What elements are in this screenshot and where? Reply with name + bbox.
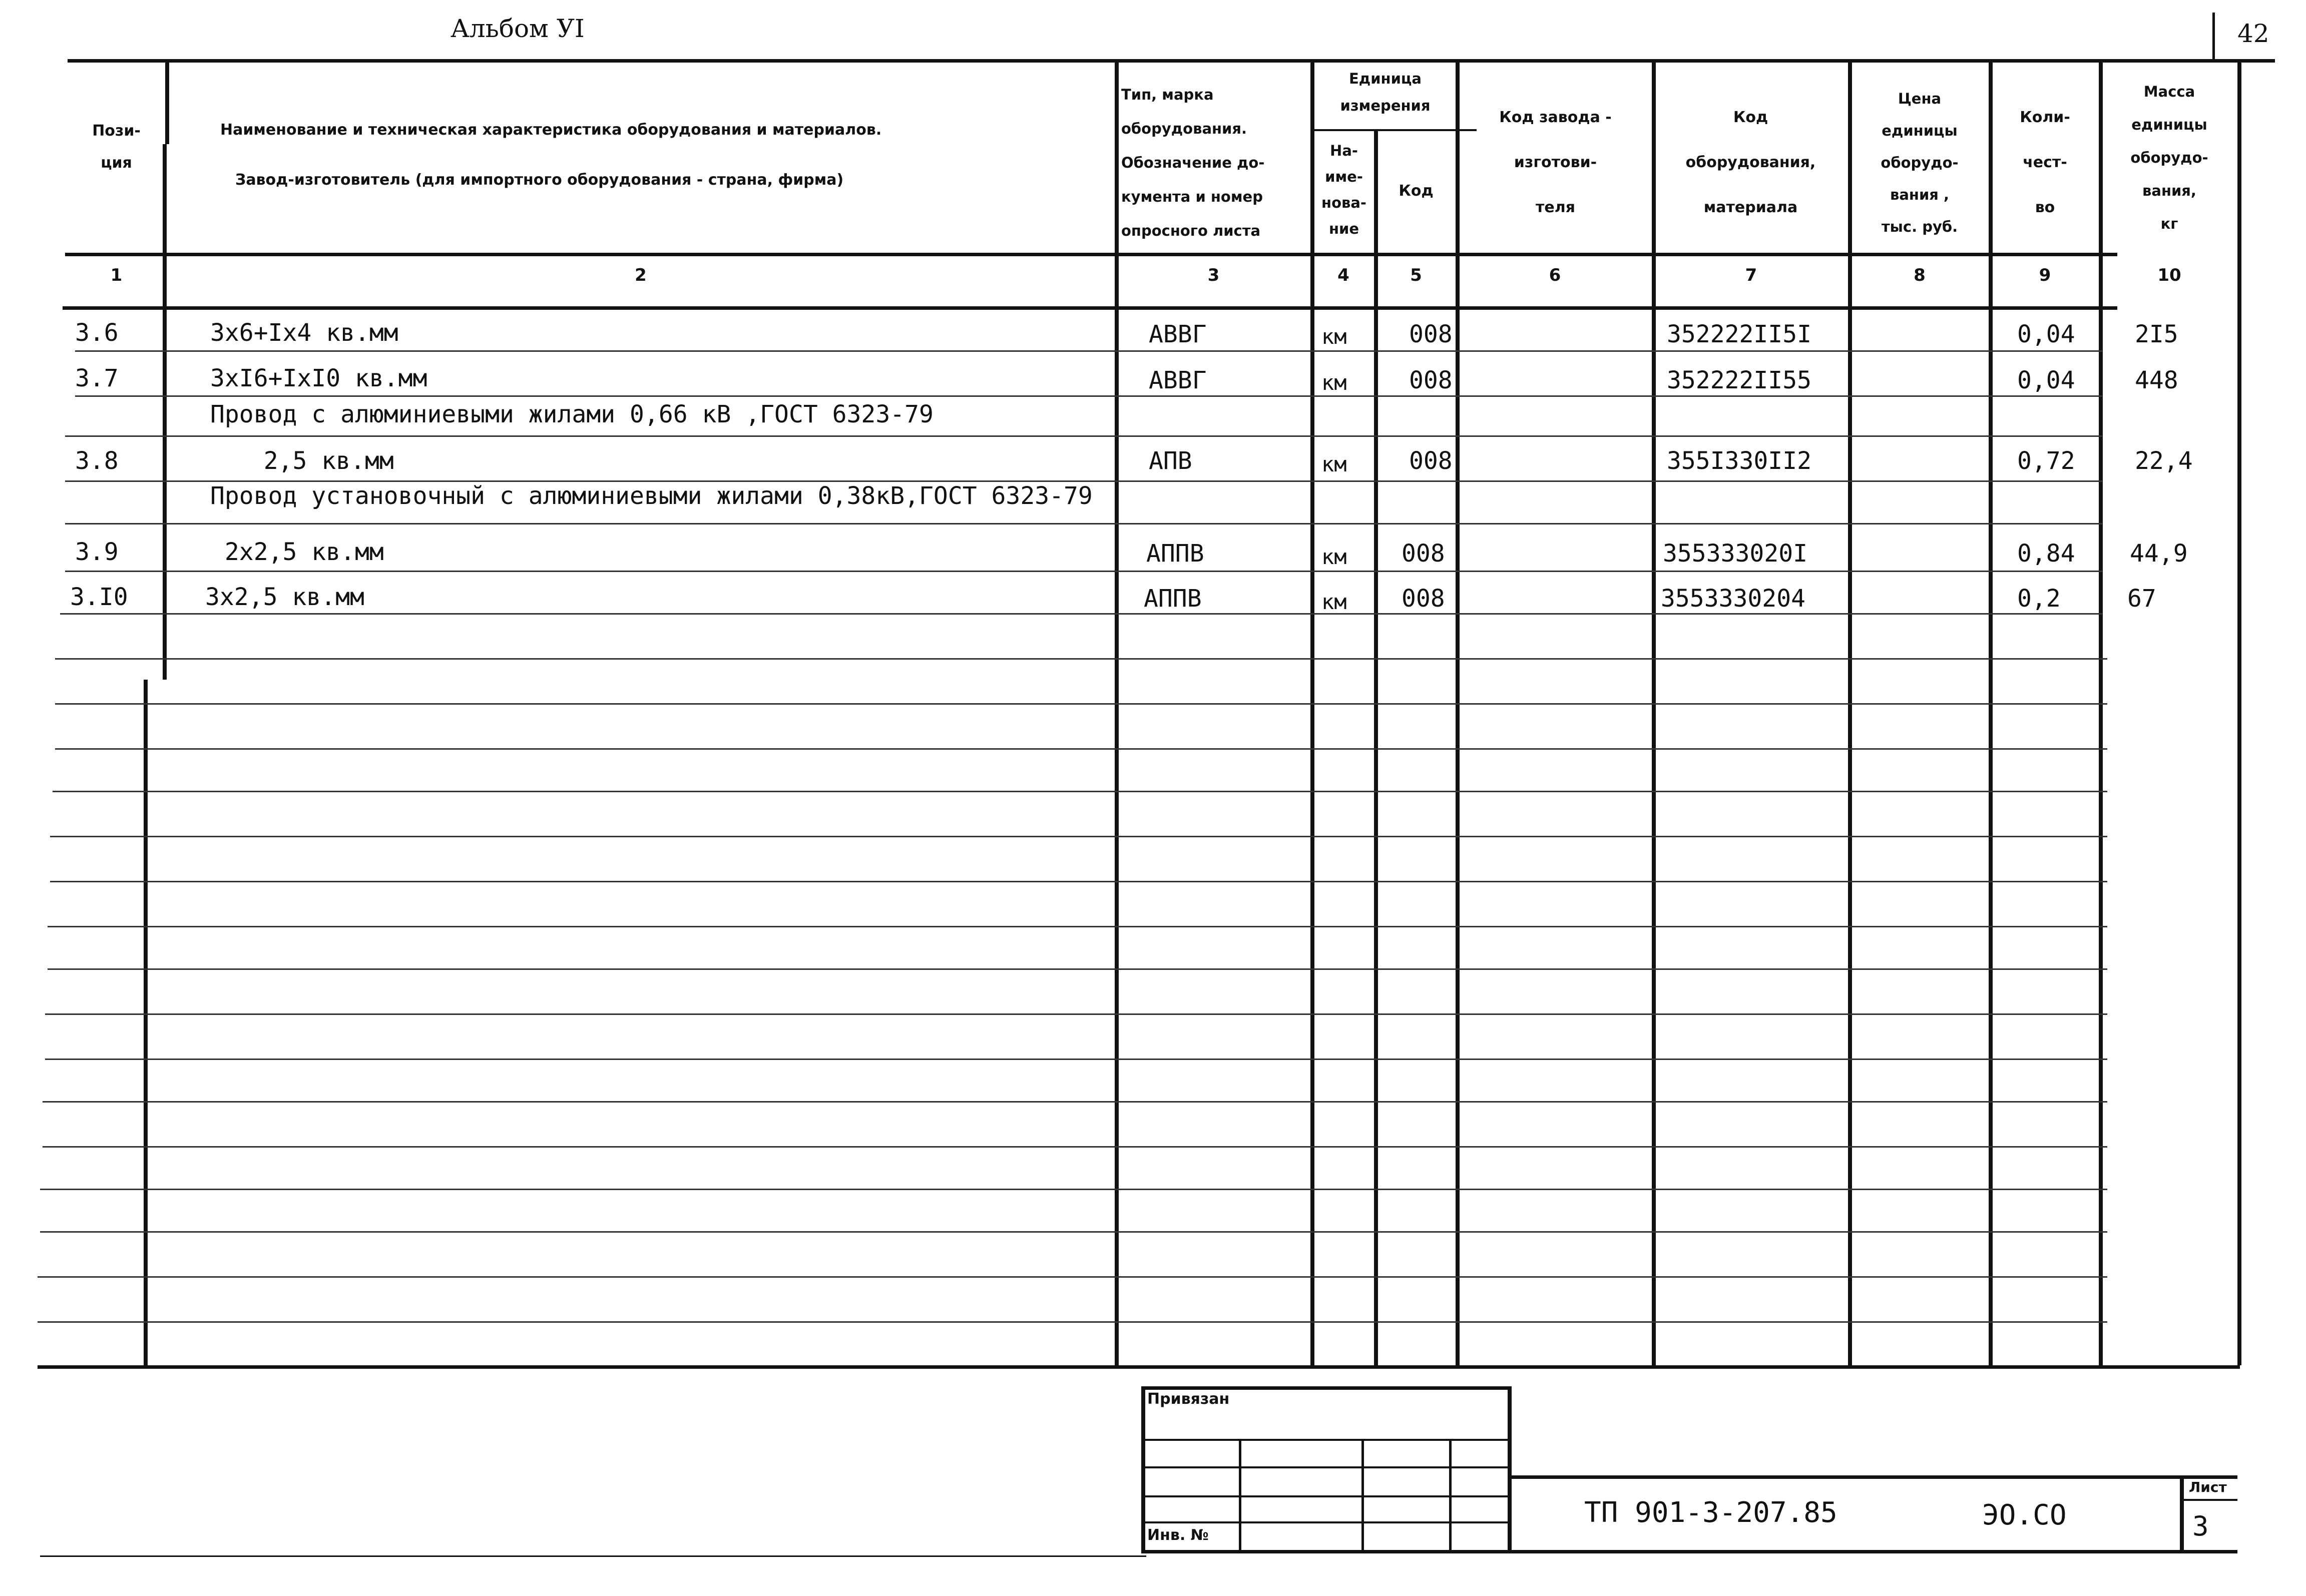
- cell-unit-code: 008: [1409, 447, 1453, 475]
- cell-mass: 22,4: [2135, 447, 2193, 475]
- cell-position: 3.9: [75, 538, 119, 566]
- row-line: [65, 571, 2102, 572]
- column-number-bottom-border: [63, 306, 2117, 310]
- header-unit-name: На- име- нова- ние: [1321, 142, 1366, 237]
- header-unit-mass: Масса единицы оборудо- вания, кг: [2130, 83, 2208, 232]
- row-line: [45, 1013, 2107, 1015]
- stamp-col: [1449, 1439, 1452, 1551]
- cell-quantity: 0,72: [2017, 447, 2075, 475]
- cell-unit: км: [1321, 452, 1347, 476]
- cell-equipment-code: 352222II5I: [1667, 320, 1811, 348]
- page-bottom-line: [40, 1555, 1146, 1557]
- cell-type: АППВ: [1146, 540, 1204, 568]
- sheet-number: 3: [2192, 1510, 2209, 1542]
- stamp-right: [1508, 1386, 1512, 1551]
- unit-group-divider: [1311, 129, 1477, 131]
- doc-block-top: [1509, 1475, 2237, 1479]
- stamp-line: [1141, 1466, 1512, 1468]
- row-line: [38, 1276, 2107, 1278]
- page-number: 42: [2237, 19, 2269, 48]
- cell-equipment-code: 352222II55: [1667, 366, 1811, 394]
- cell-name: 3х2,5 кв.мм: [205, 583, 364, 611]
- row-line: [43, 1146, 2107, 1148]
- cell-equipment-code: 355I330II2: [1667, 447, 1811, 475]
- sheet-label: Лист: [2189, 1479, 2227, 1495]
- column-number: 10: [2157, 265, 2181, 285]
- stamp-top: [1141, 1386, 1512, 1390]
- cell-mass: 44,9: [2130, 540, 2188, 568]
- column-number: 8: [1914, 265, 1926, 285]
- header-unit-price: Цена единицы оборудо- вания , тыс. руб.: [1881, 90, 1959, 235]
- row-line: [48, 926, 2107, 927]
- document-section: ЭО.СО: [1982, 1499, 2067, 1531]
- sheet-box-divider: [2180, 1499, 2237, 1501]
- column-number: 9: [2039, 265, 2051, 285]
- header-unit-group: Единица измерения: [1340, 70, 1431, 114]
- col-sep-8: [1989, 59, 1993, 1365]
- row-line: [43, 1101, 2107, 1103]
- col-sep-2: [1115, 59, 1119, 1365]
- row-line: [38, 1321, 2107, 1323]
- stamp-col: [1239, 1439, 1241, 1551]
- cell-mass: 67: [2127, 585, 2156, 613]
- cell-unit: км: [1321, 324, 1347, 349]
- cell-quantity: 0,2: [2017, 585, 2061, 613]
- header-type: Тип, марка оборудования. Обозначение до- кумента и номер опросного листа: [1121, 86, 1265, 239]
- table-top-border: [68, 59, 2275, 63]
- cell-mass: 2I5: [2135, 320, 2178, 348]
- col-sep-4: [1374, 129, 1378, 1365]
- col-sep-7: [1848, 59, 1852, 1365]
- cell-position: 3.6: [75, 319, 119, 347]
- row-line: [53, 791, 2107, 792]
- col-sep-1b: [163, 144, 167, 680]
- row-line: [75, 395, 2102, 397]
- cell-type: АВВГ: [1149, 366, 1207, 394]
- cell-name: 2,5 кв.мм: [220, 447, 394, 475]
- cell-unit: км: [1321, 370, 1347, 395]
- cell-unit: км: [1321, 545, 1347, 569]
- row-line: [45, 1058, 2107, 1060]
- col-sep-1c: [144, 680, 148, 1365]
- cell-equipment-code: 355333020I: [1663, 540, 1807, 568]
- header-quantity: Коли- чест- во: [2020, 109, 2070, 216]
- row-line: [40, 1189, 2107, 1190]
- column-number: 1: [110, 265, 123, 285]
- header-unit-code: Код: [1399, 182, 1434, 200]
- stamp-col: [1361, 1439, 1364, 1551]
- document-code: ТП 901-3-207.85: [1584, 1496, 1837, 1529]
- header-name: Наименование и техническая характеристика оборудования и материалов. Завод-изготовитель (для импортного оборудования - страна, фирма): [220, 121, 882, 189]
- album-title: Альбом УI: [450, 14, 585, 43]
- cell-equipment-code: 3553330204: [1661, 585, 1805, 613]
- bound-label: Привязан: [1147, 1390, 1230, 1408]
- row-line: [75, 350, 2102, 352]
- cell-position: 3.I0: [70, 583, 128, 611]
- column-number: 7: [1745, 265, 1757, 285]
- inventory-number-label: Инв. №: [1147, 1526, 1209, 1544]
- column-number: 4: [1337, 265, 1349, 285]
- cell-name: 2х2,5 кв.мм: [210, 538, 384, 566]
- col-sep-3: [1310, 59, 1314, 1365]
- row-line: [65, 523, 2102, 524]
- stamp-line: [1141, 1439, 1512, 1441]
- cell-type: АПВ: [1149, 447, 1192, 475]
- cell-type: АППВ: [1144, 585, 1202, 613]
- row-line: [50, 836, 2107, 837]
- col-sep-5: [1456, 59, 1460, 1365]
- page-number-divider: [2212, 13, 2215, 60]
- col-sep-9: [2099, 59, 2103, 1365]
- cell-unit-code: 008: [1402, 540, 1445, 568]
- cell-quantity: 0,04: [2017, 366, 2075, 394]
- row-line: [55, 748, 2107, 750]
- cell-section-heading: Провод с алюминиевыми жилами 0,66 кВ ,ГОСТ 6323-79: [210, 400, 934, 428]
- row-line: [55, 703, 2107, 705]
- col-sep-6: [1652, 59, 1656, 1365]
- stamp-line: [1141, 1521, 1512, 1523]
- stamp-bottom: [1141, 1550, 1512, 1553]
- column-number: 6: [1549, 265, 1561, 285]
- header-equipment-code: Код оборудования, материала: [1685, 109, 1816, 216]
- row-line: [55, 658, 2107, 660]
- cell-unit-code: 008: [1402, 585, 1445, 613]
- row-line: [65, 435, 2102, 437]
- column-number: 5: [1410, 265, 1422, 285]
- row-line: [50, 881, 2107, 882]
- col-sep-1: [165, 59, 169, 144]
- col-sep-10: [2237, 59, 2241, 1365]
- cell-quantity: 0,84: [2017, 540, 2075, 568]
- stamp-line: [1141, 1495, 1512, 1497]
- row-line: [48, 968, 2107, 970]
- stamp-left: [1141, 1386, 1145, 1551]
- header-position: Пози- ция: [92, 122, 141, 172]
- table-bottom-border: [38, 1365, 2240, 1369]
- sheet-box-left: [2180, 1475, 2184, 1551]
- cell-unit-code: 008: [1409, 320, 1453, 348]
- cell-position: 3.8: [75, 447, 119, 475]
- row-line: [40, 1231, 2107, 1233]
- cell-section-heading: Провод установочный с алюминиевыми жилами 0,38кВ,ГОСТ 6323-79: [210, 482, 1093, 510]
- column-number: 2: [635, 265, 647, 285]
- cell-unit: км: [1321, 590, 1347, 614]
- cell-position: 3.7: [75, 364, 119, 392]
- cell-mass: 448: [2135, 366, 2178, 394]
- header-plant-code: Код завода - изготови- теля: [1499, 109, 1612, 216]
- doc-block-bottom: [1509, 1550, 2237, 1553]
- cell-name: 3хI6+IхI0 кв.мм: [210, 364, 427, 392]
- header-bottom-border: [65, 253, 2117, 256]
- row-line: [60, 613, 2102, 615]
- cell-quantity: 0,04: [2017, 320, 2075, 348]
- cell-name: 3х6+Iх4 кв.мм: [210, 319, 398, 347]
- cell-type: АВВГ: [1149, 320, 1207, 348]
- column-number: 3: [1207, 265, 1220, 285]
- cell-unit-code: 008: [1409, 366, 1453, 394]
